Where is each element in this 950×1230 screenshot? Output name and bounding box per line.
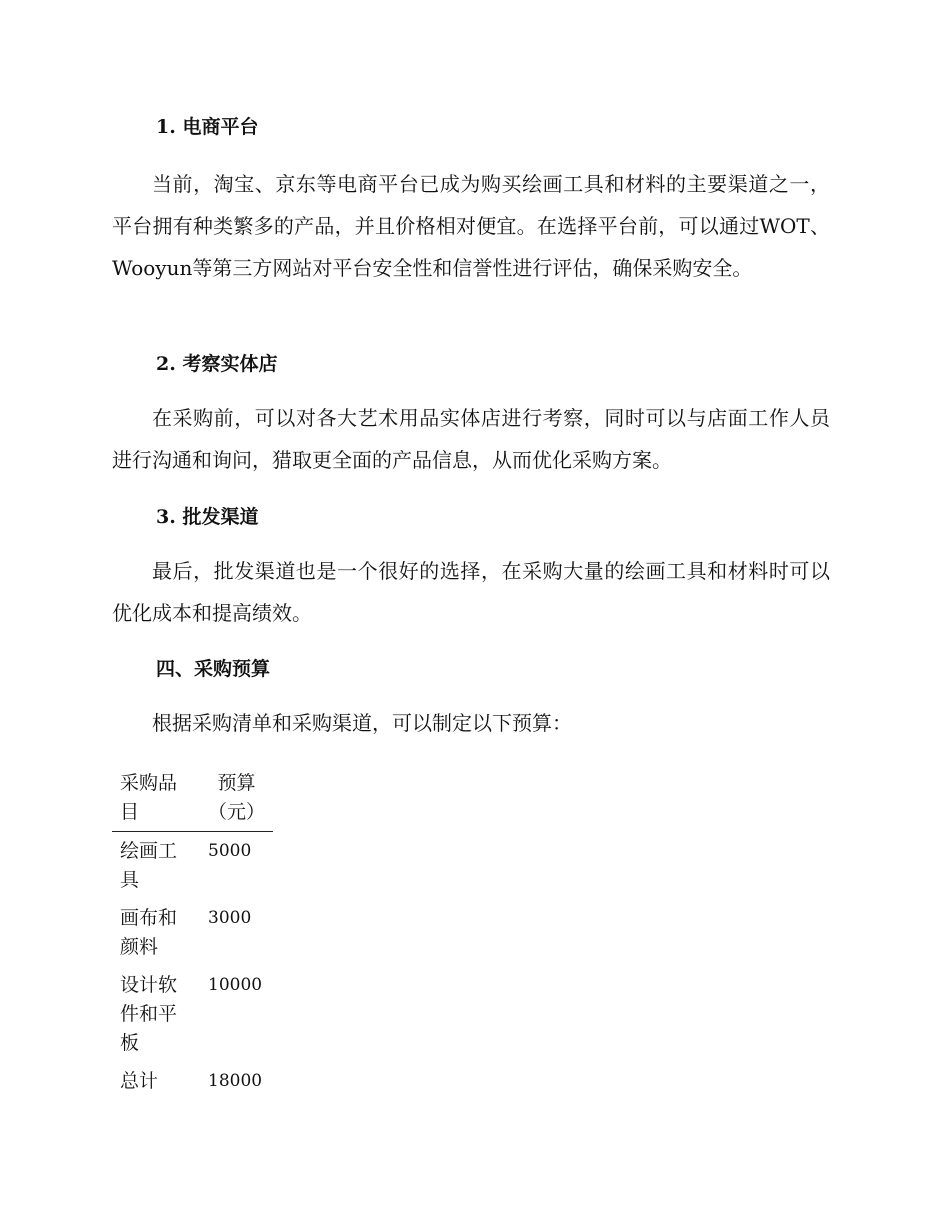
table-cell-budget: 10000 [208,975,263,995]
section-heading-budget: 四、采购预算 [156,658,271,680]
section-paragraph-ecommerce: 当前，淘宝、京东等电商平台已成为购买绘画工具和材料的主要渠道之一，平台拥有种类繁多的产品，并且价格相对便宜。在选择平台前，可以通过WOT、Wooyun等第三方网站对平台安全性和信誉性进行评估，确保采购安全。 [112,172,830,280]
table-cell-budget: 18000 [208,1071,263,1091]
table-cell-item: 设计软件和平板 [120,974,178,1054]
section-paragraph-physical-store: 在采购前，可以对各大艺术用品实体店进行考察，同时可以与店面工作人员进行沟通和询问，猎取更全面的产品信息，从而优化采购方案。 [112,406,830,472]
section-paragraph-budget: 根据采购清单和采购渠道，可以制定以下预算： [152,711,572,735]
table-cell-budget: 3000 [208,908,252,928]
table-row [112,966,273,1062]
table-row [112,899,273,966]
table-row [112,832,273,900]
table-cell-item: 绘画工具 [120,840,178,891]
budget-table [112,764,273,1100]
table-header-item: 采购品目 [112,764,200,832]
section-heading-physical-store: 2. 考察实体店 [156,353,278,375]
table-header-row [112,764,273,832]
table-header-budget: 预算（元） [200,764,273,832]
table-cell-budget: 5000 [208,841,252,861]
section-heading-wholesale: 3. 批发渠道 [156,506,259,528]
section-paragraph-wholesale: 最后，批发渠道也是一个很好的选择，在采购大量的绘画工具和材料时可以优化成本和提高绩效。 [112,559,830,625]
table-cell-item: 总计 [120,1070,159,1092]
section-heading-ecommerce: 1. 电商平台 [156,116,259,138]
table-row [112,1062,273,1100]
table-cell-item: 画布和颜料 [120,907,178,958]
